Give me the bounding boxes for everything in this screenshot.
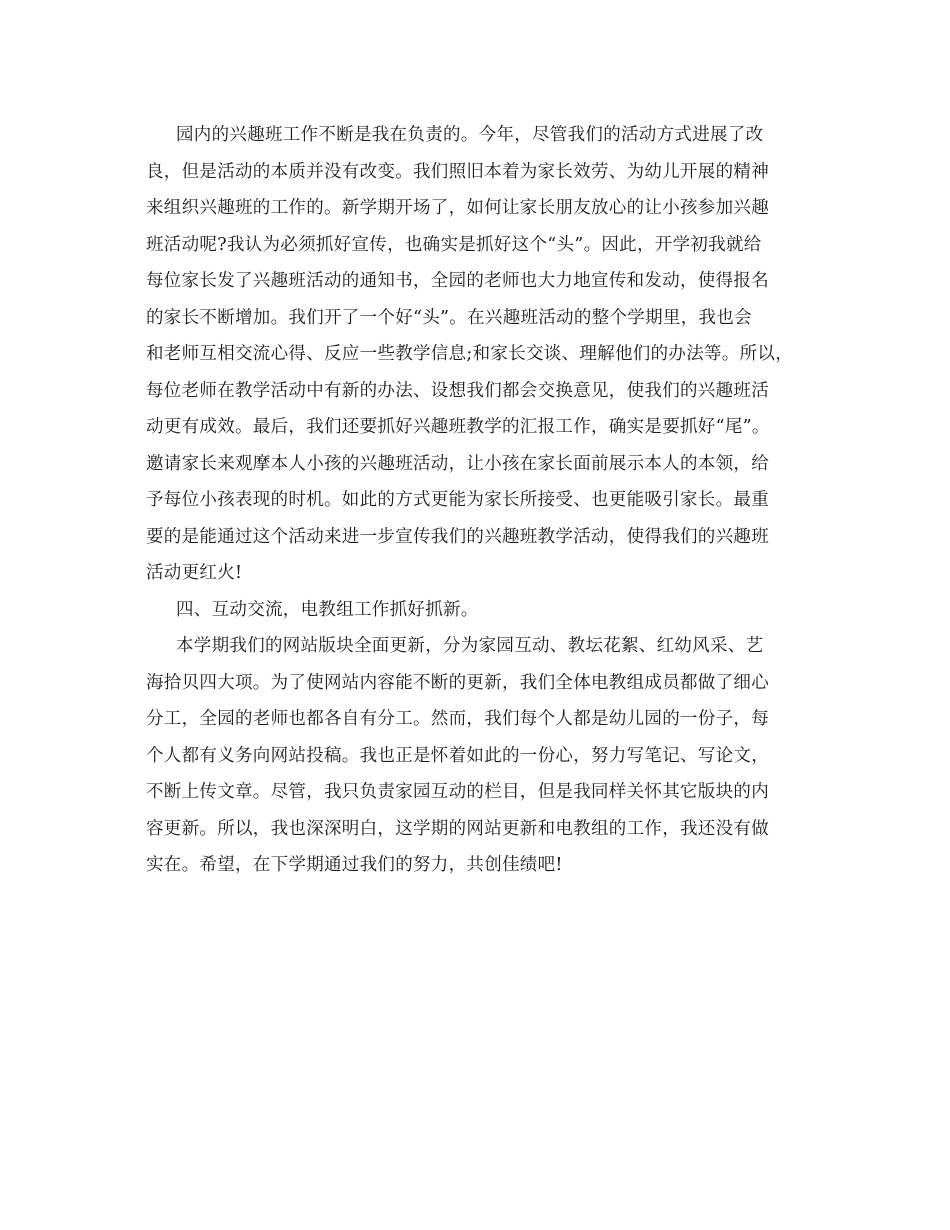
paragraph-line: 不断上传文章。尽管，我只负责家园互动的栏目，但是我同样关怀其它版块的内 — [146, 782, 769, 802]
paragraph-line: 来组织兴趣班的工作的。新学期开场了，如何让家长朋友放心的让小孩参加兴趣 — [146, 198, 769, 218]
paragraph-line: 动更有成效。最后，我们还要抓好兴趣班教学的汇报工作，确实是要抓好“尾”。 — [146, 417, 770, 437]
paragraph-line: 要的是能通过这个活动来进一步宣传我们的兴趣班教学活动，使得我们的兴趣班 — [146, 526, 769, 547]
paragraph-line: 的家长不断增加。我们开了一个好“头”。在兴趣班活动的整个学期里，我也会 — [146, 307, 752, 328]
paragraph-line: 实在。希望，在下学期通过我们的努力，共创佳绩吧! — [146, 855, 563, 875]
paragraph-line: 和老师互相交流心得、反应一些教学信息;和家长交谈、理解他们的办法等。所以， — [146, 344, 793, 364]
paragraph-line: 每位家长发了兴趣班活动的通知书，全园的老师也大力地宣传和发动，使得报名 — [146, 271, 769, 291]
paragraph-line: 个人都有义务向网站投稿。我也正是怀着如此的一份心，努力写笔记、写论文， — [146, 745, 769, 766]
paragraph-line: 班活动呢?我认为必须抓好宣传，也确实是抓好这个“头”。因此，开学初我就给 — [146, 234, 762, 255]
paragraph-line: 容更新。所以，我也深深明白，这学期的网站更新和电教组的工作，我还没有做 — [146, 818, 769, 839]
paragraph-line: 本学期我们的网站版块全面更新，分为家园互动、教坛花絮、红幼风采、艺 — [176, 636, 764, 656]
paragraph-line: 予每位小孩表现的时机。如此的方式更能为家长所接受、也更能吸引家长。最重 — [146, 490, 769, 510]
paragraph-line: 活动更红火! — [146, 563, 243, 583]
document-body — [146, 117, 826, 884]
paragraph-line: 分工，全园的老师也都各自有分工。然而，我们每个人都是幼儿园的一份子，每 — [146, 709, 769, 729]
paragraph-line: 海拾贝四大项。为了使网站内容能不断的更新，我们全体电教组成员都做了细心 — [146, 672, 769, 693]
paragraph-line: 每位老师在教学活动中有新的办法、设想我们都会交换意见，使我们的兴趣班活 — [146, 380, 769, 401]
paragraph-line: 良，但是活动的本质并没有改变。我们照旧本着为家长效劳、为幼儿开展的精神 — [146, 161, 769, 182]
paragraph-line: 邀请家长来观摩本人小孩的兴趣班活动，让小孩在家长面前展示本人的本领，给 — [146, 453, 769, 474]
paragraph-line: 园内的兴趣班工作不断是我在负责的。今年，尽管我们的活动方式进展了改 — [176, 125, 764, 145]
section-heading: 四、互动交流，电教组工作抓好抓新。 — [176, 599, 479, 620]
